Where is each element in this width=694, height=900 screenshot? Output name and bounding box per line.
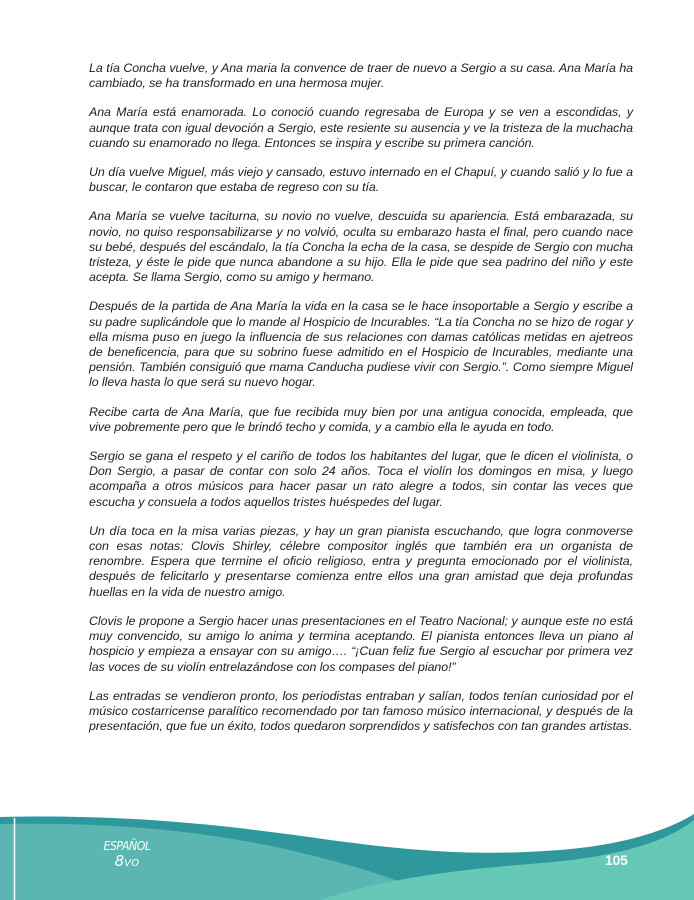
brand-grade [94, 853, 160, 869]
paragraph: Un día toca en la misa varias piezas, y hay un gran pianista escuchando, que logra conmoverse con esas notas: Clovis Shirley, célebre compositor inglés que también era un organista de renombre. Espera que termine el oficio religioso, entra y pregunta emocionado por el violinista, después de felicitarlo y presentarse comienza entre ellos una gran amistad que deja profundas huellas en la vida de nuestro amigo. [89, 523, 633, 599]
page-number: 105 [605, 852, 628, 868]
paragraph: Recibe carta de Ana María, que fue recibida muy bien por una antigua conocida, empleada, que vive pobremente pero que le brindó techo y comida, y a cambio ella le ayuda en todo. [89, 404, 633, 434]
paragraph: Un día vuelve Miguel, más viejo y cansado, estuvo internado en el Chapuí, y cuando salió y lo fue a buscar, le contaron que estaba de regreso con su tía. [89, 165, 633, 195]
paragraph: Clovis le propone a Sergio hacer unas presentaciones en el Teatro Nacional; y aunque este no está muy convencido, su amigo lo anima y termina aceptando. El pianista entonces lleva un piano al hospicio y empieza a ensayar con su amigo…. “¡Cuan feliz fue Sergio al escuchar por primera vez las voces de su violín entrelazándose con los compases del piano!” [89, 613, 633, 674]
paragraph: Sergio se gana el respeto y el cariño de todos los habitantes del lugar, que le dicen el violinista, o Don Sergio, a pasar de contar con solo 24 años. Toca el violín los domingos en misa, y luego acompaña a otros músicos para hacer pasar un rato alegre a todos, sin contar las veces que escucha y consuela a todos aquellos tristes huéspedes del lugar. [89, 449, 633, 509]
brand-grade-suffix: VO [124, 857, 140, 869]
paragraph: Después de la partida de Ana María la vida en la casa se le hace insoportable a Sergio y escribe a su padre suplicándole que lo mande al Hospicio de Incurables. “La tía Concha no se hizo de rogar y ella misma puso en juego la influencia de sus relaciones con damas católicas metidas en ajetreos de beneficencia, para que su sobrino fuese admitido en el Hospicio de Incurables, mediante una pensión. También consiguió que mama Canducha pudiese vivir con Sergio.”. Como siempre Miguel lo lleva hasta lo que será su nuevo hogar. [89, 299, 633, 390]
paragraph: Ana María está enamorada. Lo conoció cuando regresaba de Europa y se ven a escondidas, y aunque trata con igual devoción a Sergio, este resiente su ausencia y ve la tristeza de la muchacha cuando su enamorado no llega. Entonces se inspira y escribe su primera canción. [89, 105, 633, 150]
brand-logo [94, 840, 160, 869]
paragraph: La tía Concha vuelve, y Ana maria la convence de traer de nuevo a Sergio a su casa. Ana María ha cambiado, se ha transformado en una hermosa mujer. [89, 61, 633, 91]
page-footer [0, 812, 694, 900]
page-body [89, 61, 633, 748]
paragraph: Ana María se vuelve taciturna, su novio no vuelve, descuida su apariencia. Está embarazada, su novio, no quiso responsabilizarse y no volvió, oculta su embarazo hasta el final, pero cuando nace su bebé, después del escándalo, la tía Concha la echa de la casa, se despide de Sergio con mucha tristeza, y éste le pide que nunca abandone a su hijo. Ella le pide que sea padrino del niño y este acepta. Se llama Sergio, como su amigo y hermano. [89, 209, 633, 285]
paragraph: Las entradas se vendieron pronto, los periodistas entraban y salían, todos tenían curiosidad por el músico costarricense paralítico recomendado por tan famoso músico internacional, y después de la presentación, que fue un éxito, todos quedaron sorprendidos y satisfechos con tan grandes artistas. [89, 688, 633, 734]
brand-subject: ESPAÑOL [103, 838, 151, 853]
brand-grade-number: 8 [114, 851, 125, 870]
